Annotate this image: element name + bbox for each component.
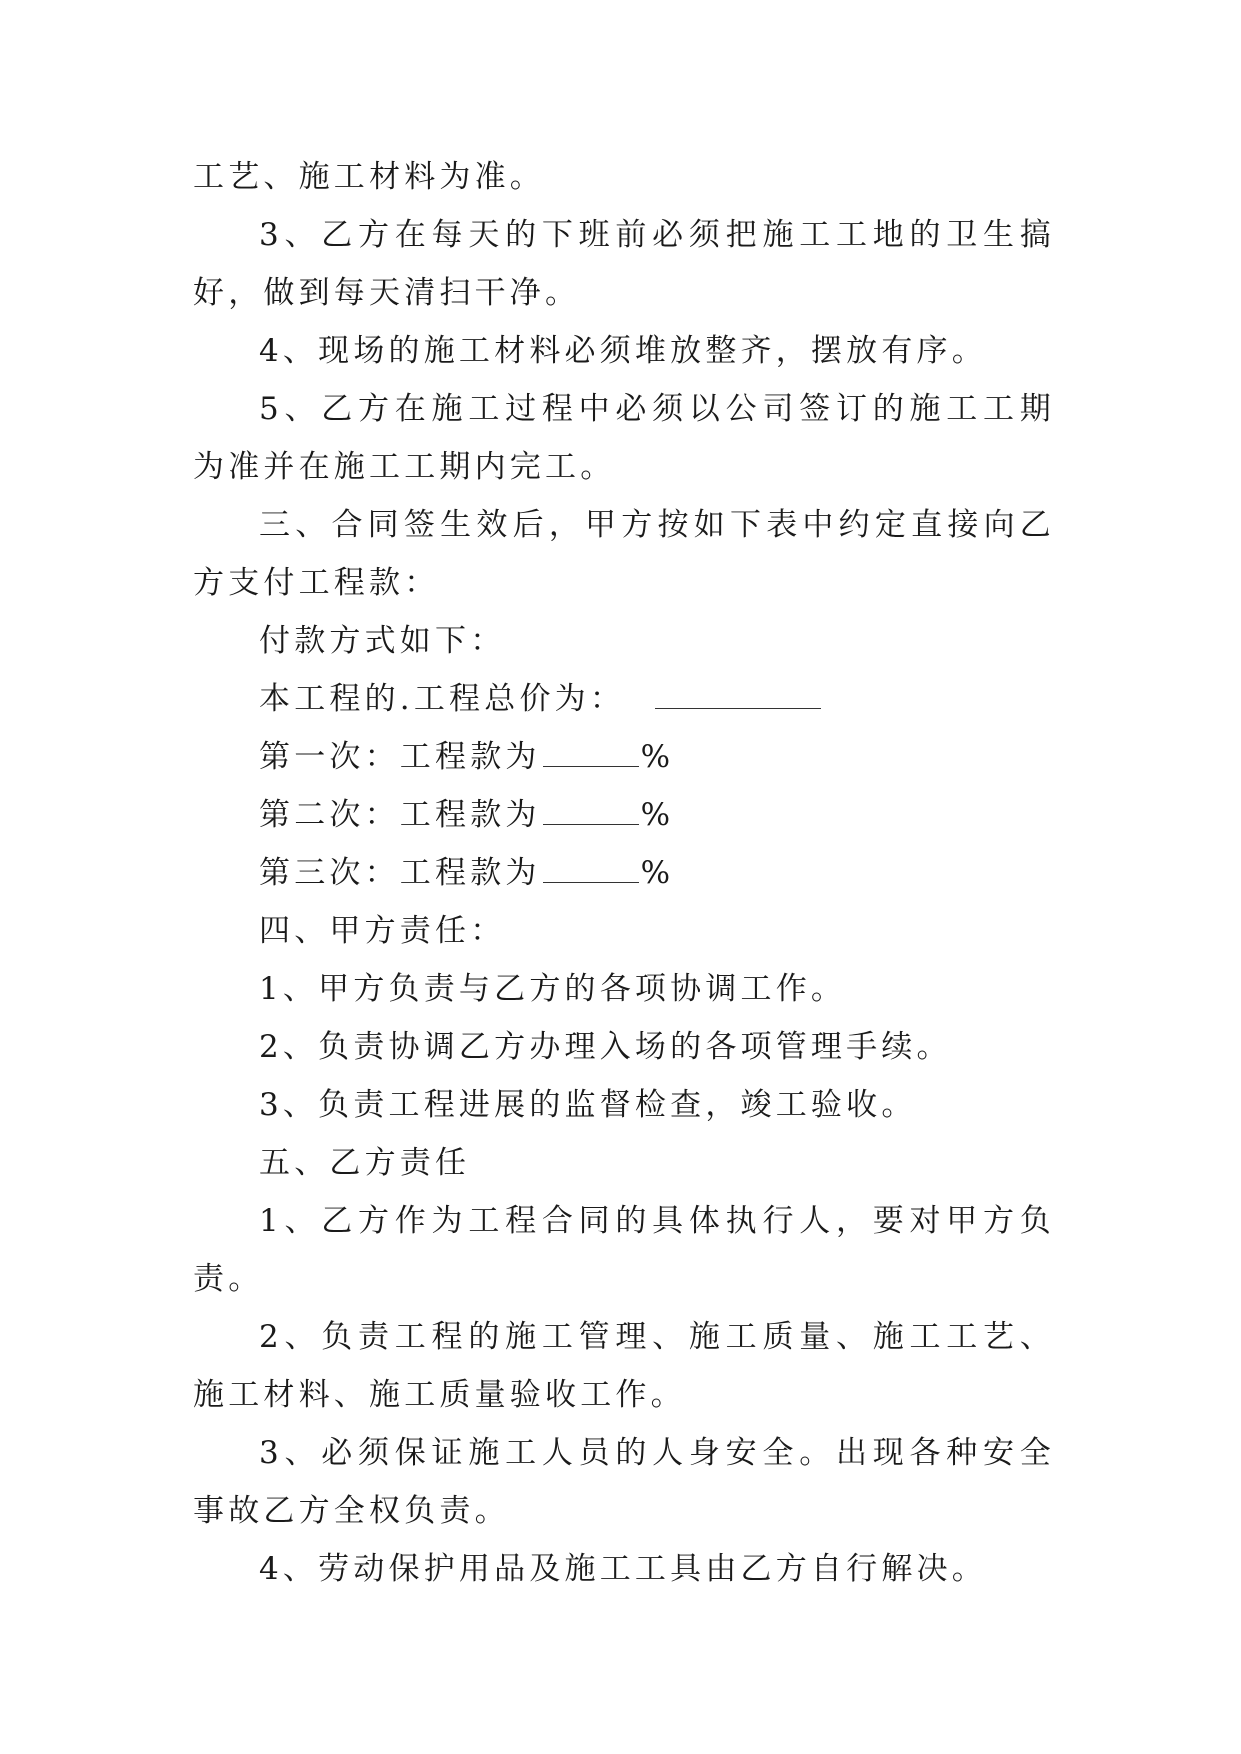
first-payment-label: 第一次：工程款为 <box>259 739 541 775</box>
first-payment-blank <box>543 744 639 767</box>
party-a-item: 1、甲方负责与乙方的各项协调工作。 <box>259 971 847 1007</box>
party-b-item: 1、乙方作为工程合同的具体执行人，要对甲方负责。 <box>193 1203 1055 1297</box>
total-price-label: 本工程的.工程总价为： <box>259 681 626 717</box>
third-payment-blank <box>543 860 639 883</box>
document-page <box>193 148 1055 1598</box>
third-payment-label: 第三次：工程款为 <box>259 855 541 891</box>
percent-sign: % <box>640 797 671 833</box>
party-b-item: 3、必须保证施工人员的人身安全。出现各种安全事故乙方全权负责。 <box>193 1435 1055 1529</box>
party-a-heading: 四、甲方责任： <box>259 913 506 949</box>
party-a-item: 2、负责协调乙方办理入场的各项管理手续。 <box>259 1029 952 1065</box>
paragraph: 4、现场的施工材料必须堆放整齐，摆放有序。 <box>259 333 987 369</box>
second-payment-blank <box>543 802 639 825</box>
paragraph: 5、乙方在施工过程中必须以公司签订的施工工期为准并在施工工期内完工。 <box>193 391 1055 485</box>
second-payment-label: 第二次：工程款为 <box>259 797 541 833</box>
paragraph: 3、乙方在每天的下班前必须把施工工地的卫生搞好，做到每天清扫干净。 <box>193 217 1055 311</box>
payment-method-heading: 付款方式如下： <box>259 623 506 659</box>
total-price-line <box>193 670 1055 728</box>
percent-sign: % <box>640 855 671 891</box>
first-payment-line <box>193 728 1055 786</box>
paragraph: 工艺、施工材料为准。 <box>193 159 545 195</box>
third-payment-line <box>193 844 1055 902</box>
party-a-item: 3、负责工程进展的监督检查，竣工验收。 <box>259 1087 917 1123</box>
second-payment-line <box>193 786 1055 844</box>
party-b-item: 2、负责工程的施工管理、施工质量、施工工艺、施工材料、施工质量验收工作。 <box>193 1319 1055 1413</box>
total-price-blank <box>655 686 821 709</box>
percent-sign: % <box>640 739 671 775</box>
paragraph: 三、合同签生效后，甲方按如下表中约定直接向乙方支付工程款： <box>193 507 1055 601</box>
party-b-item: 4、劳动保护用品及施工工具由乙方自行解决。 <box>259 1551 987 1587</box>
party-b-heading: 五、乙方责任 <box>259 1145 471 1181</box>
